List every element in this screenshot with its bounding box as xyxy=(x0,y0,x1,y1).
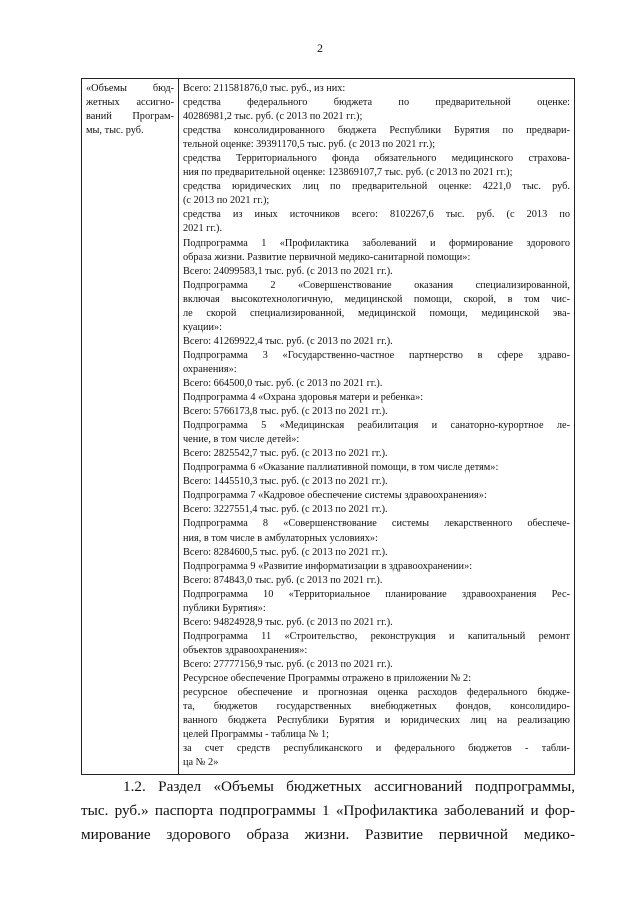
value-line: Всего: 1445510,3 тыс. руб. (с 2013 по 2021 гг.). xyxy=(183,476,388,488)
value-line: Всего: 27777156,9 тыс. руб. (с 2013 по 2021 гг.). xyxy=(183,658,393,670)
value-line: Всего: 874843,0 тыс. руб. (с 2013 по 2021 гг.). xyxy=(183,574,383,586)
value-line: ванного бюджета Республики Бурятия и юридических лиц на реализацию xyxy=(183,715,570,727)
value-line: ния, в том числе в амбулаторных условиях»: xyxy=(183,532,378,544)
value-line: Подпрограмма 6 «Оказание паллиативной помощи, в том числе детям»: xyxy=(183,462,499,474)
page-number: 2 xyxy=(317,41,323,55)
value-line: Подпрограмма 4 «Охрана здоровья матери и ребенка»: xyxy=(183,392,424,404)
label-line: ваний Програм- xyxy=(86,111,174,123)
paragraph-line: тыс. руб.» паспорта подпрограммы 1 «Профилактика заболеваний и фор- xyxy=(81,802,575,819)
value-line: средства консолидированного бюджета Республики Бурятия по предвари- xyxy=(183,125,570,137)
label-line: мы, тыс. руб. xyxy=(86,125,144,137)
value-line: включая высокотехнологичную, медицинской помощи, скорой, в том чис- xyxy=(183,293,570,305)
label-cell xyxy=(82,79,179,775)
value-line: Всего: 24099583,1 тыс. руб. (с 2013 по 2021 гг.). xyxy=(183,265,393,277)
value-line: Всего: 3227551,4 тыс. руб. (с 2013 по 2021 гг.). xyxy=(183,504,388,516)
paragraph-line: 1.2. Раздел «Объемы бюджетных ассигнований подпрограммы, xyxy=(123,778,575,795)
value-line: ния по предварительной оценке: 123869107,7 тыс. руб. (с 2013 по 2021 гг.); xyxy=(183,167,513,179)
value-line: та, бюджетов государственных внебюджетных фондов, консолидиро- xyxy=(183,701,570,713)
value-line: публики Бурятия»: xyxy=(183,602,266,614)
value-line: (с 2013 по 2021 гг.); xyxy=(183,195,270,207)
value-line: ле скорой специализированной, медицинской помощи, медицинской эва- xyxy=(183,307,570,319)
value-line: Всего: 5766173,8 тыс. руб. (с 2013 по 2021 гг.). xyxy=(183,406,388,418)
label-line: «Объемы бюд- xyxy=(86,83,174,94)
value-line: объектов здравоохранения»: xyxy=(183,644,308,656)
value-line: Всего: 94824928,9 тыс. руб. (с 2013 по 2021 гг.). xyxy=(183,616,393,628)
table-row xyxy=(82,79,575,775)
value-line: тельной оценке: 39391170,5 тыс. руб. (с 2013 по 2021 гг.); xyxy=(183,139,436,151)
value-line: средства из иных источников всего: 8102267,6 тыс. руб. (с 2013 по xyxy=(183,209,570,221)
paragraph-line: мирование здорового образа жизни. Развитие первичной медико- xyxy=(81,826,575,843)
value-line: Подпрограмма 1 «Профилактика заболеваний и формирование здорового xyxy=(183,237,570,249)
value-line: Подпрограмма 10 «Территориальное планирование здравоохранения Рес- xyxy=(183,588,570,600)
label-line: жетных ассигно- xyxy=(86,97,174,109)
value-line: Всего: 8284600,5 тыс. руб. (с 2013 по 2021 гг.). xyxy=(183,546,388,558)
value-line: Ресурсное обеспечение Программы отражено в приложении № 2: xyxy=(183,672,472,684)
value-line: Подпрограмма 7 «Кадровое обеспечение системы здравоохранения»: xyxy=(183,490,487,502)
value-line: образа жизни. Развитие первичной медико-санитарной помощи»: xyxy=(183,251,471,263)
value-line: Всего: 664500,0 тыс. руб. (с 2013 по 2021 гг.). xyxy=(183,377,383,389)
budget-table xyxy=(81,78,575,775)
value-line: ресурсное обеспечение и прогнозная оценка расходов федерального бюдже- xyxy=(183,687,570,699)
value-line: Подпрограмма 9 «Развитие информатизации в здравоохранении»: xyxy=(183,560,473,572)
value-line: 2021 гг.). xyxy=(183,223,223,235)
value-line: Подпрограмма 2 «Совершенствование оказания специализированной, xyxy=(183,279,570,291)
value-line: Всего: 211581876,0 тыс. руб., из них: xyxy=(183,83,346,94)
value-line: куации»: xyxy=(183,321,222,333)
value-line: Всего: 41269922,4 тыс. руб. (с 2013 по 2021 гг.). xyxy=(183,335,393,347)
value-line: чение, в том числе детей»: xyxy=(183,434,300,446)
value-line: Подпрограмма 5 «Медицинская реабилитация и санаторно-курортное ле- xyxy=(183,420,570,432)
value-line: Подпрограмма 11 «Строительство, реконструкция и капитальный ремонт xyxy=(183,630,570,642)
value-line: Всего: 2825542,7 тыс. руб. (с 2013 по 2021 гг.). xyxy=(183,448,388,460)
value-line: за счет средств республиканского и федерального бюджетов - табли- xyxy=(183,743,570,755)
value-line: средства Территориального фонда обязательного медицинского страхова- xyxy=(183,153,570,165)
value-cell xyxy=(179,79,575,775)
value-line: средства юридических лиц по предварительной оценке: 4221,0 тыс. руб. xyxy=(183,181,570,193)
value-line: средства федерального бюджета по предварительной оценке: xyxy=(183,97,570,109)
value-line: охранения»: xyxy=(183,363,237,375)
value-line: целей Программы - таблица № 1; xyxy=(183,729,329,741)
value-line: Подпрограмма 8 «Совершенствование системы лекарственного обеспече- xyxy=(183,518,570,530)
value-line: 40286981,2 тыс. руб. (с 2013 по 2021 гг.); xyxy=(183,111,363,123)
value-line: Подпрограмма 3 «Государственно-частное партнерство в сфере здраво- xyxy=(183,349,570,361)
body-paragraph xyxy=(81,775,575,847)
value-line: ца № 2» xyxy=(183,757,219,769)
